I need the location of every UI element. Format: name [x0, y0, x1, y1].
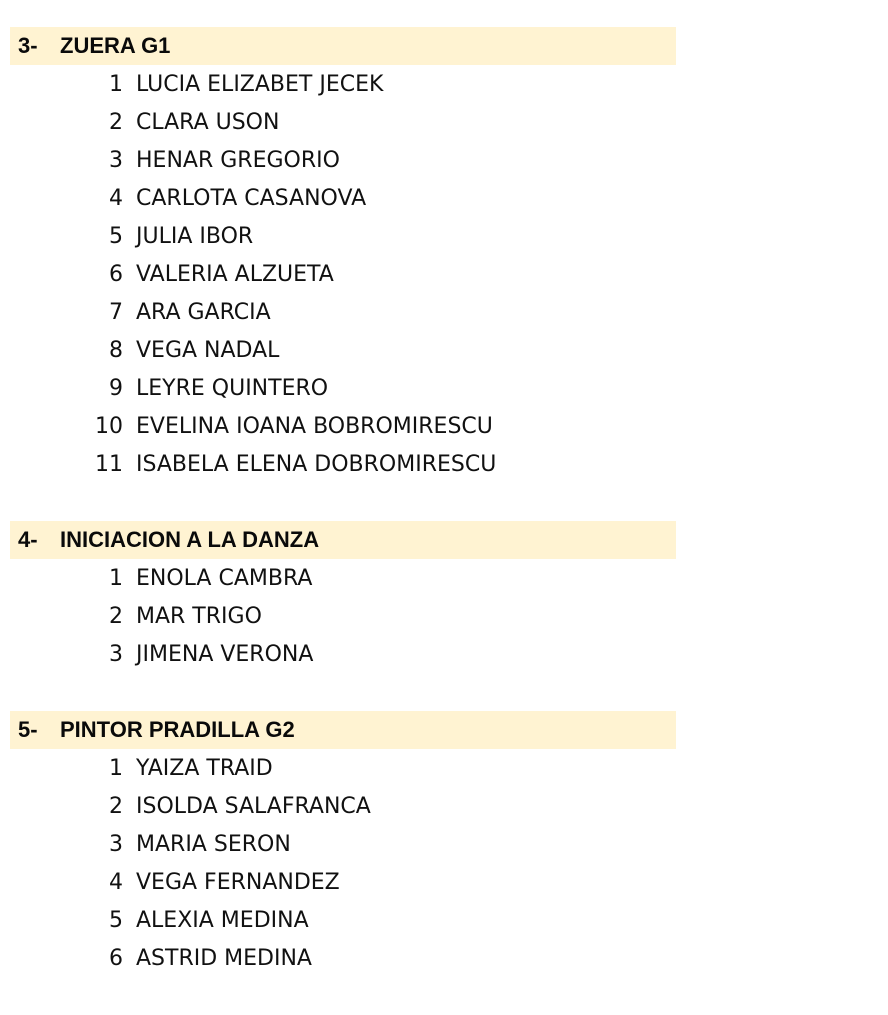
- group-number: 5-: [18, 717, 38, 742]
- list-item: [10, 331, 676, 369]
- list-item: [10, 255, 676, 293]
- list-item: [10, 407, 676, 445]
- group-section: [10, 521, 676, 673]
- member-name: LEYRE QUINTERO: [136, 375, 329, 401]
- member-name: ENOLA CAMBRA: [136, 565, 313, 591]
- member-name: VEGA NADAL: [136, 337, 280, 363]
- member-name: LUCIA ELIZABET JECEK: [136, 71, 384, 97]
- list-item: [10, 863, 676, 901]
- member-number: 10: [95, 413, 123, 439]
- member-number: 4: [109, 869, 123, 895]
- list-item: [10, 749, 676, 787]
- member-name: EVELINA IOANA BOBROMIRESCU: [136, 413, 493, 439]
- member-name: MARIA SERON: [136, 831, 291, 857]
- group-title: PINTOR PRADILLA G2: [60, 717, 295, 742]
- member-name: ISOLDA SALAFRANCA: [136, 793, 371, 819]
- list-item: [10, 901, 676, 939]
- member-number: 1: [109, 565, 123, 591]
- member-name: ISABELA ELENA DOBROMIRESCU: [136, 451, 497, 477]
- member-number: 4: [109, 185, 123, 211]
- list-item: [10, 939, 676, 977]
- list-item: [10, 445, 676, 483]
- list-item: [10, 103, 676, 141]
- list-item: [10, 635, 676, 673]
- group-header: [10, 27, 676, 65]
- group-title: INICIACION A LA DANZA: [60, 527, 320, 552]
- member-number: 9: [109, 375, 123, 401]
- list-item: [10, 369, 676, 407]
- member-name: MAR TRIGO: [136, 603, 262, 629]
- member-name: HENAR GREGORIO: [136, 147, 340, 173]
- list-item: [10, 141, 676, 179]
- list-item: [10, 559, 676, 597]
- member-name: VALERIA ALZUETA: [136, 261, 334, 287]
- member-name: ALEXIA MEDINA: [136, 907, 309, 933]
- member-name: VEGA FERNANDEZ: [136, 869, 340, 895]
- member-number: 11: [95, 451, 123, 477]
- member-name: ASTRID MEDINA: [136, 945, 312, 971]
- list-item: [10, 65, 676, 103]
- member-name: JIMENA VERONA: [136, 641, 314, 667]
- list-item: [10, 293, 676, 331]
- group-number: 4-: [18, 527, 38, 552]
- group-section: [10, 711, 676, 977]
- group-header: [10, 711, 676, 749]
- member-number: 1: [109, 755, 123, 781]
- member-name: ARA GARCIA: [136, 299, 271, 325]
- member-name: CARLOTA CASANOVA: [136, 185, 367, 211]
- member-number: 8: [109, 337, 123, 363]
- list-item: [10, 825, 676, 863]
- member-number: 2: [109, 793, 123, 819]
- member-number: 2: [109, 603, 123, 629]
- participant-list: [10, 27, 676, 1015]
- member-number: 2: [109, 109, 123, 135]
- member-number: 5: [109, 223, 123, 249]
- member-name: CLARA USON: [136, 109, 280, 135]
- list-item: [10, 179, 676, 217]
- member-number: 6: [109, 261, 123, 287]
- member-number: 7: [109, 299, 123, 325]
- member-number: 3: [109, 641, 123, 667]
- list-item: [10, 217, 676, 255]
- member-name: YAIZA TRAID: [136, 755, 273, 781]
- member-name: JULIA IBOR: [136, 223, 254, 249]
- list-item: [10, 597, 676, 635]
- member-number: 6: [109, 945, 123, 971]
- group-header: [10, 521, 676, 559]
- group-number: 3-: [18, 33, 38, 58]
- group-section: [10, 27, 676, 483]
- list-item: [10, 787, 676, 825]
- member-number: 3: [109, 147, 123, 173]
- member-number: 5: [109, 907, 123, 933]
- group-title: ZUERA G1: [60, 33, 171, 58]
- member-number: 3: [109, 831, 123, 857]
- member-number: 1: [109, 71, 123, 97]
